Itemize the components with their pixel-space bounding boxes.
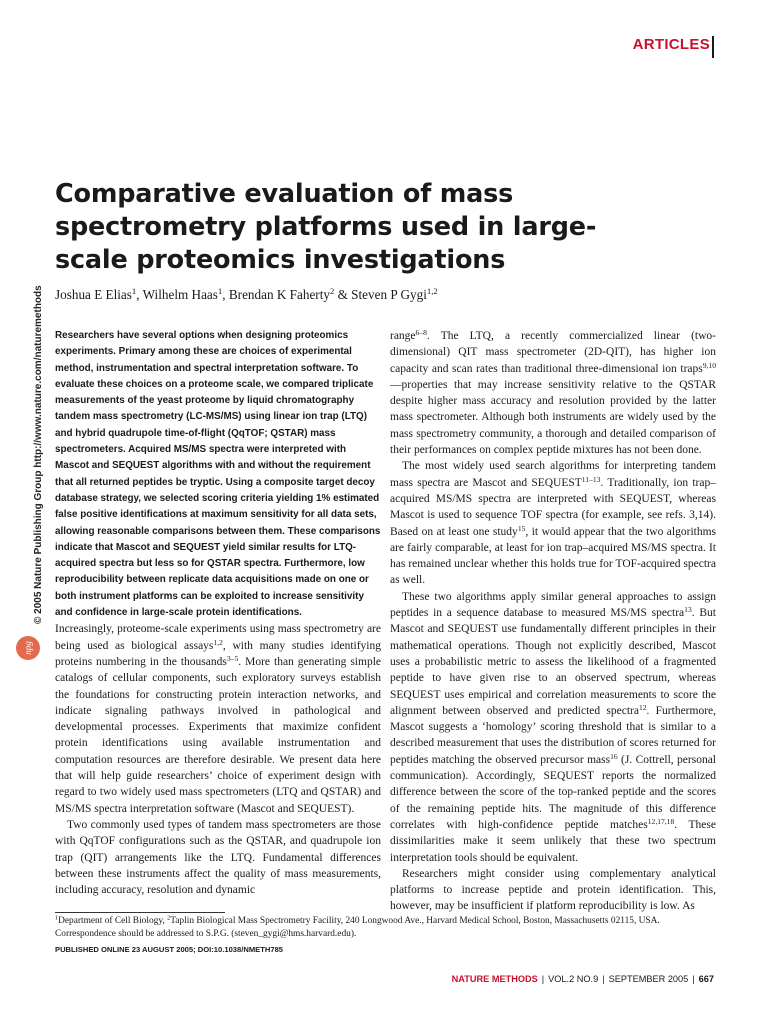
body-text: . The LTQ, a recently commercialized linear (two-dimensional) QIT mass spectrometer (2D-QIT), has higher ion capacity and scan rates than traditional three-dimensional ion traps bbox=[390, 330, 716, 375]
body-paragraph: Researchers might consider using complementary analytical platforms to increase peptide and protein identification. This, however, may be insufficient if platform reproducibility is low. As bbox=[390, 867, 716, 913]
citation: 13 bbox=[684, 604, 692, 614]
left-column bbox=[55, 328, 381, 898]
affiliation-mark: 2 bbox=[329, 286, 335, 297]
affiliation-mark: 1 bbox=[217, 286, 223, 297]
citation: 3–5 bbox=[226, 653, 239, 663]
body-text: These two algorithms apply similar general approaches to assign peptides in a sequence database to measured MS/MS spectra bbox=[390, 590, 716, 620]
header-rule bbox=[712, 36, 714, 58]
body-text: —properties that may increase sensitivity relative to the QSTAR despite higher mass accuracy and resolution provided by the latter mass spectrometer. Although both instruments are widely used by the mass spectrometry community, a thorough and detailed comparison of their performances on complex peptide mixtures has not been done. bbox=[390, 378, 716, 457]
body-text: . Traditionally, ion trap–acquired MS/MS spectra are interpreted with SEQUEST, whereas Mascot is used to sequence TOF spectra (for example, see refs. 3,14). Based on at least one study bbox=[390, 476, 716, 538]
citation: 16 bbox=[610, 751, 618, 761]
npg-logo-icon: npg bbox=[16, 636, 40, 660]
citation: 11–13 bbox=[581, 474, 601, 484]
affiliation-mark: 2 bbox=[167, 914, 171, 922]
citation: 15 bbox=[517, 523, 526, 533]
author-separator: , bbox=[136, 287, 143, 302]
journal-date: SEPTEMBER 2005 bbox=[608, 974, 689, 984]
section-label: ARTICLES bbox=[632, 36, 710, 53]
abstract: Researchers have several options when designing proteomics experiments. Primary among these are choices of experimental method, instrumentation and spectral interpretation software. To evaluate these choices on a proteome scale, we compared triplicate measurements of the yeast proteome by liquid chromatography tandem mass spectrometry (LC-MS/MS) using linear ion trap (LTQ) and hybrid quadrupole time-of-flight (QqTOF; QSTAR) mass spectrometers. Acquired MS/MS spectra were interpreted with Mascot and SEQUEST algorithms with and without the requirement that all returned peptides be tryptic. Using a composite target decoy database strategy, we selected scoring criteria yielding 1% estimated false positive identifications at maximum sensitivity for all data sets, allowing reasonable comparisons between them. These comparisons indicate that Mascot and SEQUEST yield similar results for LTQ-acquired spectra but less so for QSTAR spectra. Furthermore, low reproducibility between replicate data acquisitions made on one or both instrument platforms can be exploited to increase sensitivity and confidence in large-scale protein identifications. bbox=[55, 330, 381, 619]
footnote-rule bbox=[55, 912, 225, 913]
body-paragraph bbox=[390, 458, 716, 588]
author-list bbox=[55, 287, 715, 303]
body-text: . More than generating simple catalogs of cellular components, such exploratory surveys establish the foundations for constructing protein interaction networks, and indicate signaling pathways involved in pathological and developmental processes. Experiments that maximize confident protein identifications using available instrumentation and computation resources are therefore desirable. We present data here that will help guide researchers’ choice of experiment design with regard to two widely used mass spectrometers (LTQ and QSTAR) and MS/MS spectra interpretation software (Mascot and SEQUEST). bbox=[55, 655, 381, 815]
author-separator: , bbox=[222, 287, 229, 302]
body-text: , with many studies identifying proteins numbering in the thousands bbox=[55, 639, 381, 668]
body-paragraph bbox=[390, 589, 716, 866]
body-paragraph: Two commonly used types of tandem mass spectrometers are those with QqTOF configurations such as the QSTAR, and quadrupole ion trap (QIT) arrangements like the LTQ. Fundamental differences between these instruments affect the quality of mass measurements, including accuracy, resolution and dynamic bbox=[55, 818, 381, 897]
page-number: 667 bbox=[698, 974, 714, 984]
citation: 1,2 bbox=[213, 637, 223, 647]
footer-separator: | bbox=[602, 974, 605, 984]
author-name: Steven P Gygi bbox=[351, 287, 427, 302]
affiliations-footnote bbox=[55, 915, 715, 927]
affiliation-mark: 1 bbox=[131, 286, 137, 297]
citation: 9,10 bbox=[702, 360, 716, 370]
journal-name: NATURE METHODS bbox=[451, 974, 538, 984]
affiliation-mark: 1,2 bbox=[426, 286, 438, 297]
citation: 6–8 bbox=[415, 327, 427, 337]
body-paragraph bbox=[55, 621, 381, 817]
author-name: Wilhelm Haas bbox=[142, 287, 218, 302]
body-text: range bbox=[390, 330, 416, 342]
affiliation-text: Taplin Biological Mass Spectrometry Facility, 240 Longwood Ave., Harvard Medical School, Boston, Massachusetts 02115, USA. bbox=[170, 916, 660, 926]
body-text: The most widely used search algorithms for interpreting tandem mass spectra are Mascot and SEQUEST bbox=[390, 460, 716, 489]
correspondence-footnote: Correspondence should be addressed to S.P.G. (steven_gygi@hms.harvard.edu). bbox=[55, 929, 357, 939]
footer-separator: | bbox=[541, 974, 545, 984]
body-text: (J. Cottrell, personal communication). Accordingly, SEQUEST reports the normalized difference between the score of the top-ranked peptide and the scores of the remaining peptide hits. The magnitude of this difference correlates with high-confidence peptide matches bbox=[390, 753, 716, 831]
author-name: Brendan K Faherty bbox=[228, 287, 330, 302]
journal-volume: VOL.2 NO.9 bbox=[548, 974, 599, 984]
right-column bbox=[390, 328, 716, 915]
side-copyright: © 2005 Nature Publishing Group http://www.nature.com/naturemethods bbox=[33, 285, 44, 624]
publication-info: PUBLISHED ONLINE 23 AUGUST 2005; DOI:10.1038/NMETH785 bbox=[55, 945, 284, 954]
citation: 12 bbox=[638, 702, 647, 712]
article-title: Comparative evaluation of mass spectrometry platforms used in large-scale proteomics investigations bbox=[55, 179, 597, 275]
body-text: . But Mascot and SEQUEST use fundamentally different principles in their mathematical operations. Though not explicitly described, Mascot uses a probabilistic metric to assess the likelihood of a fragmented peptide to have given rise to an observed spectrum, whereas SEQUEST uses empirical and correlation measurements to score the alignment between observed and predicted spectra bbox=[390, 607, 716, 717]
author-separator: & bbox=[334, 287, 352, 302]
journal-footer bbox=[452, 974, 714, 984]
author-name: Joshua E Elias bbox=[55, 287, 132, 302]
citation: 12,17,18 bbox=[647, 816, 675, 826]
body-text: . These dissimilarities make it seem unlikely that these two spectrum interpretation tools should be equivalent. bbox=[390, 818, 716, 864]
affiliation-mark: 1 bbox=[55, 914, 59, 922]
body-text: , it would appear that the two algorithms are fairly comparable, at least for ion trap–acquired MS/MS spectra. It has remained unclear whether this holds true for TOF-acquired spectra as well. bbox=[390, 525, 716, 587]
affiliation-text: Department of Cell Biology, bbox=[58, 916, 168, 926]
body-text: . Furthermore, Mascot suggests a ‘homology’ scoring threshold that is similar to a described measurement that uses the distribution of scores returned for peptides matching the observed precursor mass bbox=[390, 704, 717, 766]
body-text: Increasingly, proteome-scale experiments using mass spectrometry are being used as biological assays bbox=[55, 623, 381, 652]
body-paragraph bbox=[390, 328, 716, 458]
footer-separator: | bbox=[692, 974, 695, 984]
